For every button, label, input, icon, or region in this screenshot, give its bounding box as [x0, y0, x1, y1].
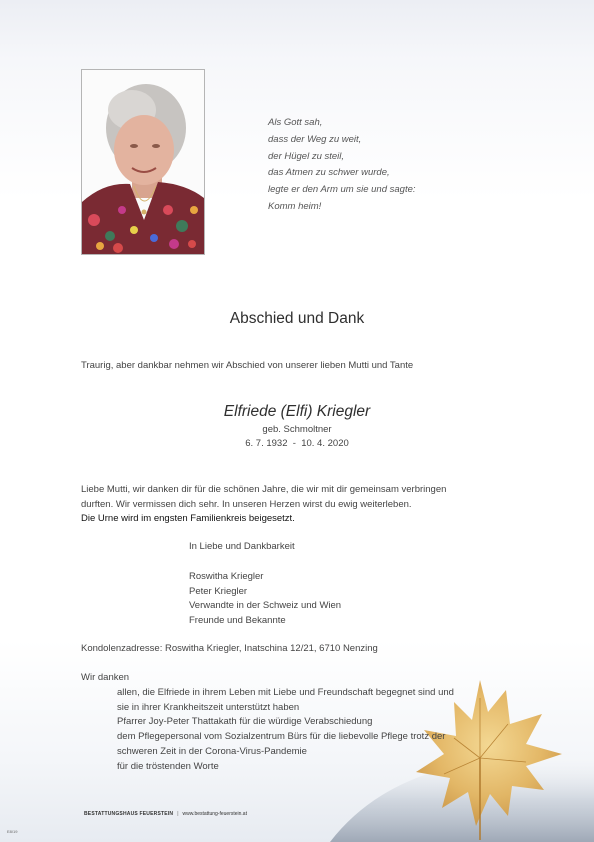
- thanks-list: [117, 686, 454, 774]
- print-code: E8/19: [7, 829, 18, 834]
- condolence-address: Kondolenzadresse: Roswitha Kriegler, Inatschina 12/21, 6710 Nenzing: [81, 643, 378, 654]
- thanks-heading: Wir danken: [81, 672, 130, 683]
- portrait-image: [82, 70, 204, 254]
- message-paragraph: [81, 483, 521, 527]
- thanks-line: für die tröstenden Worte: [117, 760, 219, 772]
- message-line: durften. Wir vermissen dich sehr. In unseren Herzen wirst du ewig weiterleben.: [81, 498, 412, 510]
- poem-line: dass der Weg zu weit,: [268, 133, 362, 145]
- funeral-home-url: www.bestattung-feuerstein.at: [182, 811, 247, 817]
- mourners-list: [189, 570, 341, 628]
- urn-notice: Die Urne wird im engsten Familienkreis beigesetzt.: [81, 513, 295, 525]
- birth-name: geb. Schmoltner: [262, 424, 332, 435]
- mourner-item: Roswitha Kriegler: [189, 571, 264, 582]
- poem-line: Als Gott sah,: [268, 117, 323, 128]
- thanks-line: sie in ihrer Krankheitszeit unterstützt haben: [117, 701, 300, 713]
- thanks-line: Pfarrer Joy-Peter Thattakath für die würdige Verabschiedung: [117, 716, 373, 728]
- footer: [84, 811, 247, 817]
- mourner-item: Peter Kriegler: [189, 585, 248, 597]
- deceased-name: Elfriede (Elfi) Kriegler: [223, 403, 371, 420]
- life-dates: 6. 7. 1932 - 10. 4. 2020: [245, 438, 349, 449]
- intro-text: Traurig, aber dankbar nehmen wir Abschied von unserer lieben Mutti und Tante: [81, 360, 414, 371]
- poem-line: das Atmen zu schwer wurde,: [268, 167, 390, 179]
- poem-line: legte er den Arm um sie und sagte:: [268, 184, 416, 196]
- thanks-line: allen, die Elfriede in ihrem Leben mit Liebe und Freundschaft begegnet sind und: [117, 687, 454, 698]
- footer-separator: |: [177, 811, 179, 817]
- mourner-item: Verwandte in der Schweiz und Wien: [189, 600, 342, 612]
- page-title: Abschied und Dank: [229, 310, 365, 327]
- thanks-line: schweren Zeit in der Corona-Virus-Pandemie: [117, 745, 307, 757]
- poem-line: Komm heim!: [268, 200, 322, 212]
- poem: [268, 115, 416, 216]
- portrait-photo: [81, 69, 205, 255]
- thanks-line: dem Pflegepersonal vom Sozialzentrum Bürs für die liebevolle Pflege trotz der: [117, 731, 446, 743]
- poem-line: der Hügel zu steil,: [268, 150, 345, 162]
- funeral-home-name: BESTATTUNGSHAUS FEUERSTEIN: [84, 811, 174, 817]
- closing-phrase: In Liebe und Dankbarkeit: [189, 541, 295, 552]
- mourner-item: Freunde und Bekannte: [189, 614, 286, 626]
- message-line: Liebe Mutti, wir danken dir für die schönen Jahre, die wir mit dir gemeinsam verbringen: [81, 484, 447, 495]
